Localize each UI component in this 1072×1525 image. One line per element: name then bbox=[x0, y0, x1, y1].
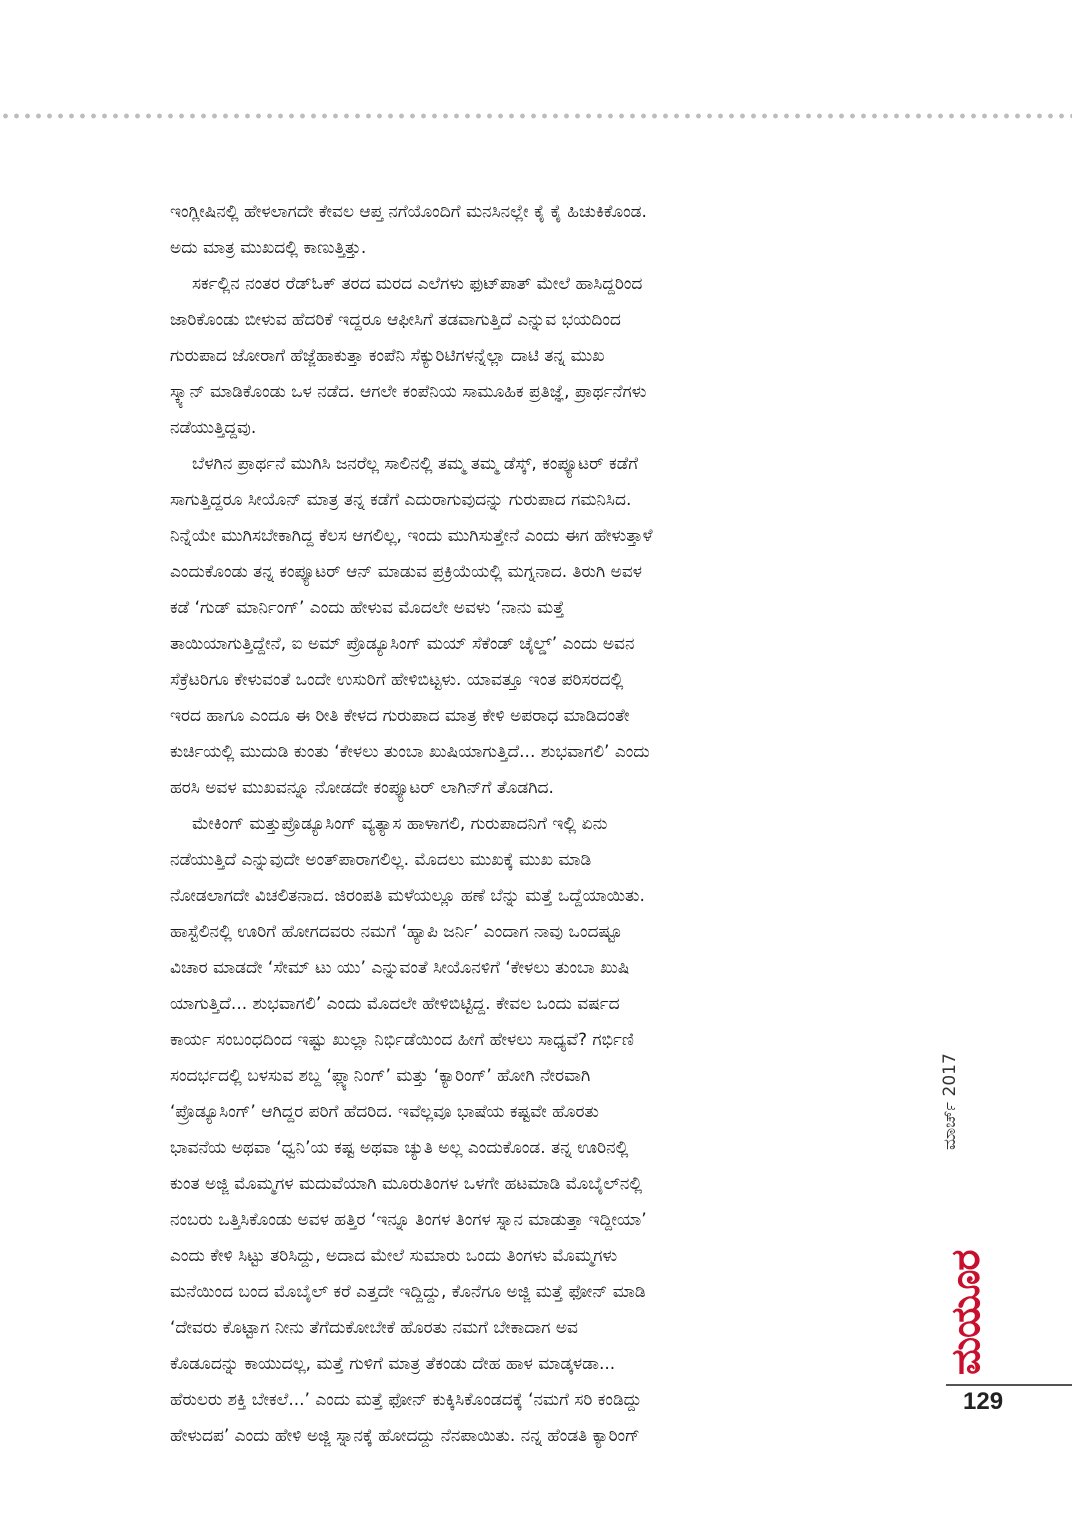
text-line: ನಿನ್ನೆಯೇ ಮುಗಿಸಬೇಕಾಗಿದ್ದ ಕೆಲಸ ಆಗಲಿಲ್ಲ, ಇಂದು ಮುಗಿಸುತ್ತೇನೆ ಎಂದು ಈಗ ಹೇಳುತ್ತಾಳೆ bbox=[170, 526, 653, 546]
paragraph bbox=[170, 266, 915, 446]
issue-date: ಮಾರ್ಚ್ 2017 bbox=[940, 1053, 960, 1150]
dotted-header-rule bbox=[0, 112, 1072, 120]
text-line: ಬೆಳಗಿನ ಪ್ರಾರ್ಥನೆ ಮುಗಿಸಿ ಜನರೆಲ್ಲ ಸಾಲಿನಲ್ಲಿ ತಮ್ಮ ತಮ್ಮ ಡೆಸ್ಕ್, ಕಂಪ್ಯೂಟರ್ ಕಡೆಗೆ bbox=[192, 454, 639, 474]
text-line: ಎಂದುಕೊಂಡು ತನ್ನ ಕಂಪ್ಯೂಟರ್ ಆನ್ ಮಾಡುವ ಪ್ರಕ್ರಿಯೆಯಲ್ಲಿ ಮಗ್ನನಾದ. ತಿರುಗಿ ಅವಳ bbox=[170, 562, 642, 582]
paragraph bbox=[170, 446, 915, 806]
text-line: ಇರದ ಹಾಗೂ ಎಂದೂ ಈ ರೀತಿ ಕೇಳದ ಗುರುಪಾದ ಮಾತ್ರ ಕೇಳಿ ಅಪರಾಧ ಮಾಡಿದಂತೇ bbox=[170, 706, 630, 726]
text-line: ತಾಯಿಯಾಗುತ್ತಿದ್ದೇನೆ, ಐ ಅಮ್ ಪ್ರೊಡ್ಯೂಸಿಂಗ್ ಮಯ್ ಸೆಕೆಂಡ್ ಚೈಲ್ಡ್’ ಎಂದು ಅವನ bbox=[170, 634, 635, 654]
article-body bbox=[170, 194, 915, 1454]
text-line: ಸಂದರ್ಭದಲ್ಲಿ ಬಳಸುವ ಶಬ್ದ ‘ಪ್ಲ್ಯಾನಿಂಗ್’ ಮತ್ತು ‘ಕ್ಯಾರಿಂಗ್’ ಹೋಗಿ ನೇರವಾಗಿ bbox=[170, 1066, 591, 1086]
text-line: ನೋಡಲಾಗದೇ ವಿಚಲಿತನಾದ. ಜಿರಂಪತಿ ಮಳೆಯಲ್ಲೂ ಹಣೆ ಬೆನ್ನು ಮತ್ತೆ ಒದ್ದೆಯಾಯಿತು. bbox=[170, 886, 645, 906]
text-line: ವಿಚಾರ ಮಾಡದೇ ‘ಸೇಮ್ ಟು ಯು’ ಎನ್ನುವಂತೆ ಸೀಯೊನಳಿಗೆ ‘ಕೇಳಲು ತುಂಬಾ ಖುಷಿ bbox=[170, 958, 630, 978]
magazine-logo: ಮಯೂರ bbox=[943, 1250, 989, 1375]
text-line: ಭಾವನೆಯ ಅಥವಾ ‘ಧ್ವನಿ’ಯ ಕಷ್ಟ ಅಥವಾ ಚ್ಯುತಿ ಅಲ್ಲ ಎಂದುಕೊಂಡ. ತನ್ನ ಊರಿನಲ್ಲಿ bbox=[170, 1138, 629, 1158]
text-line: ನಡೆಯುತ್ತಿದ್ದವು. bbox=[170, 418, 257, 438]
text-line: ಸಾಗುತ್ತಿದ್ದರೂ ಸೀಯೊನ್ ಮಾತ್ರ ತನ್ನ ಕಡೆಗೆ ಎದುರಾಗುವುದನ್ನು ಗುರುಪಾದ ಗಮನಿಸಿದ. bbox=[170, 490, 632, 510]
text-line: ನಂಬರು ಒತ್ತಿಸಿಕೊಂಡು ಅವಳ ಹತ್ತಿರ ‘ಇನ್ನೂ ತಿಂಗಳ ತಿಂಗಳ ಸ್ನಾನ ಮಾಡುತ್ತಾ ಇದ್ದೀಯಾ’ bbox=[170, 1210, 647, 1230]
text-line: ಮೇಕಿಂಗ್ ಮತ್ತುಪ್ರೊಡ್ಯೂಸಿಂಗ್ ವ್ಯತ್ಯಾಸ ಹಾಳಾಗಲಿ, ಗುರುಪಾದನಿಗೆ ಇಲ್ಲಿ ಏನು bbox=[192, 814, 608, 834]
text-line: ಕಡೆ ‘ಗುಡ್ ಮಾರ್ನಿಂಗ್’ ಎಂದು ಹೇಳುವ ಮೊದಲೇ ಅವಳು ‘ನಾನು ಮತ್ತೆ bbox=[170, 598, 565, 618]
text-line: ಕುರ್ಚಿಯಲ್ಲಿ ಮುದುಡಿ ಕುಂತು ‘ಕೇಳಲು ತುಂಬಾ ಖುಷಿಯಾಗುತ್ತಿದೆ... ಶುಭವಾಗಲಿ’ ಎಂದು bbox=[170, 742, 650, 762]
text-line: ಹರಸಿ ಅವಳ ಮುಖವನ್ನೂ ನೋಡದೇ ಕಂಪ್ಯೂಟರ್ ಲಾಗಿನ್‌ಗೆ ತೊಡಗಿದ. bbox=[170, 778, 554, 798]
text-line: ಕೊಡೂದನ್ನು ಕಾಯುದಲ್ಲ, ಮತ್ತೆ ಗುಳಿಗೆ ಮಾತ್ರ ತೆಕಂಡು ದೇಹ ಹಾಳ ಮಾಡ್ಕಳಡಾ... bbox=[170, 1354, 616, 1374]
text-line: ಗುರುಪಾದ ಜೋರಾಗೆ ಹೆಜ್ಜೆಹಾಕುತ್ತಾ ಕಂಪೆನಿ ಸೆಕ್ಯುರಿಟಿಗಳನ್ನೆಲ್ಲಾ ದಾಟಿ ತನ್ನ ಮುಖ bbox=[170, 346, 605, 366]
text-line: ಮನೆಯಿಂದ ಬಂದ ಮೊಬೈಲ್ ಕರೆ ಎತ್ತದೇ ಇದ್ದಿದ್ದು, ಕೊನೆಗೂ ಅಜ್ಜಿ ಮತ್ತೆ ಫೋನ್ ಮಾಡಿ bbox=[170, 1282, 646, 1302]
text-line: ಕಾರ್ಯ ಸಂಬಂಧದಿಂದ ಇಷ್ಟು ಖುಲ್ಲಾ ನಿರ್ಭಿಡೆಯಿಂದ ಹೀಗೆ ಹೇಳಲು ಸಾಧ್ಯವೆ? ಗರ್ಭಿಣಿ bbox=[170, 1030, 634, 1050]
text-line: ಸ್ಕ್ಯಾನ್ ಮಾಡಿಕೊಂಡು ಒಳ ನಡೆದ. ಆಗಲೇ ಕಂಪೆನಿಯ ಸಾಮೂಹಿಕ ಪ್ರತಿಜ್ಞೆ, ಪ್ರಾರ್ಥನೆಗಳು bbox=[170, 382, 647, 402]
text-line: ಸೆಕ್ರೆಟರಿಗೂ ಕೇಳುವಂತೆ ಒಂದೇ ಉಸುರಿಗೆ ಹೇಳಿಬಿಟ್ಟಳು. ಯಾವತ್ತೂ ಇಂತ ಪರಿಸರದಲ್ಲಿ bbox=[170, 670, 624, 690]
text-line: ಕುಂತ ಅಜ್ಜಿ ಮೊಮ್ಮಗಳ ಮದುವೆಯಾಗಿ ಮೂರುತಿಂಗಳ ಒಳಗೇ ಹಟಮಾಡಿ ಮೊಬೈಲ್‌ನಲ್ಲಿ bbox=[170, 1174, 643, 1194]
page-number-rule bbox=[946, 1384, 1072, 1386]
text-line: ಹೇಳುದಪ’ ಎಂದು ಹೇಳಿ ಅಜ್ಜಿ ಸ್ನಾನಕ್ಕೆ ಹೋದದ್ದು ನೆನಪಾಯಿತು. ನನ್ನ ಹೆಂಡತಿ ಕ್ಯಾರಿಂಗ್ bbox=[170, 1426, 640, 1446]
text-line: ಸರ್ಕಲ್ಲಿನ ನಂತರ ರೆಡ್‌ಓಕ್ ತರದ ಮರದ ಎಲೆಗಳು ಫುಟ್‌ಪಾತ್ ಮೇಲೆ ಹಾಸಿದ್ದರಿಂದ bbox=[192, 274, 643, 294]
page-number: 129 bbox=[963, 1388, 1004, 1415]
text-line: ‘ಪ್ರೊಡ್ಯೂಸಿಂಗ್’ ಆಗಿದ್ದರ ಪರಿಗೆ ಹೆದರಿದ. ಇವೆಲ್ಲವೂ ಭಾಷೆಯ ಕಷ್ಟವೇ ಹೊರತು bbox=[170, 1102, 599, 1122]
text-line: ಜಾರಿಕೊಂಡು ಬೀಳುವ ಹೆದರಿಕೆ ಇದ್ದರೂ ಆಫೀಸಿಗೆ ತಡವಾಗುತ್ತಿದೆ ಎನ್ನುವ ಭಯದಿಂದ bbox=[170, 310, 621, 330]
text-line: ಹೆರುಲರು ಶಕ್ತಿ ಬೇಕಲೆ...’ ಎಂದು ಮತ್ತೆ ಫೋನ್ ಕುಕ್ಕಿಸಿಕೊಂಡದಕ್ಕೆ ‘ನಮಗೆ ಸರಿ ಕಂಡಿದ್ದು bbox=[170, 1390, 642, 1410]
paragraph bbox=[170, 806, 915, 1454]
paragraph bbox=[170, 194, 915, 266]
text-line: ನಡೆಯುತ್ತಿದೆ ಎನ್ನುವುದೇ ಅಂತ್‌ಪಾರಾಗಲಿಲ್ಲ. ಮೊದಲು ಮುಖಕ್ಕೆ ಮುಖ ಮಾಡಿ bbox=[170, 850, 592, 870]
text-line: ಯಾಗುತ್ತಿದೆ... ಶುಭವಾಗಲಿ’ ಎಂದು ಮೊದಲೇ ಹೇಳಿಬಿಟ್ಟಿದ್ದ. ಕೇವಲ ಒಂದು ವರ್ಷದ bbox=[170, 994, 620, 1014]
text-line: ಹಾಸ್ಟೆಲಿನಲ್ಲಿ ಊರಿಗೆ ಹೋಗದವರು ನಮಗೆ ‘ಹ್ಯಾಪಿ ಜರ್ನಿ’ ಎಂದಾಗ ನಾವು ಒಂದಷ್ಟೂ bbox=[170, 922, 623, 942]
text-line: ಅದು ಮಾತ್ರ ಮುಖದಲ್ಲಿ ಕಾಣುತ್ತಿತ್ತು. bbox=[170, 238, 367, 258]
text-line: ‘ದೇವರು ಕೊಟ್ಟಾಗ ನೀನು ತೆಗೆದುಕೋಬೇಕೆ ಹೊರತು ನಮಗೆ ಬೇಕಾದಾಗ ಅವ bbox=[170, 1318, 578, 1338]
text-line: ಇಂಗ್ಲೀಷಿನಲ್ಲಿ ಹೇಳಲಾಗದೇ ಕೇವಲ ಆಪ್ತ ನಗೆಯೊಂದಿಗೆ ಮನಸಿನಲ್ಲೇ ಕೈ ಕೈ ಹಿಚುಕಿಕೊಂಡ. bbox=[170, 202, 647, 222]
text-line: ಎಂದು ಕೇಳಿ ಸಿಟ್ಟು ತರಿಸಿದ್ದು, ಅದಾದ ಮೇಲೆ ಸುಮಾರು ಒಂದು ತಿಂಗಳು ಮೊಮ್ಮಗಳು bbox=[170, 1246, 618, 1266]
